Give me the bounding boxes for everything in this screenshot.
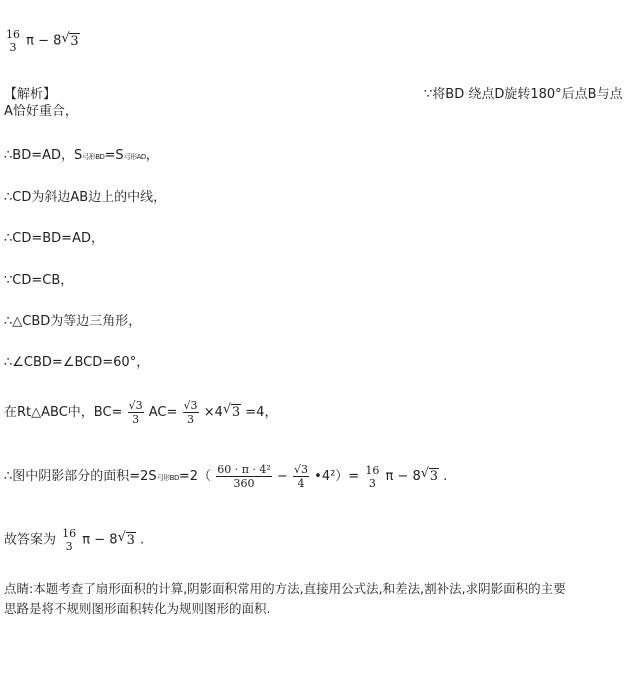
line-median: ∴CD为斜边AB边上的中线， [4,190,167,205]
line-shaded-area: ∴图中阴影部分的面积=2S弓形BD=2（ $\frac{\text{60 · π · 4²}}{360}$ − $\frac{√3}{4}$ •4²）= 16 3 π − 8√ 3 . [4,463,447,490]
fraction: 16 3 [62,527,77,553]
fraction: 16 3 [6,28,20,54]
line-angles: ∴∠CBD=∠BCD=60°， [4,355,150,370]
top-answer: 16 3 π − 8√ 3 [4,28,80,54]
fraction: $\frac{\text{60 · π · 4²}}{360}$ [217,463,271,490]
line-equilateral: ∴△CBD为等边三角形， [4,314,142,329]
comment-line-1: 点睛:本题考查了扇形面积的计算,阴影面积常用的方法,直接用公式法,和差法,割补法,求阴影面积的主要 [4,581,566,596]
fraction: $\frac{√3}{3}$ [183,399,198,426]
fraction: 16 3 [365,463,380,490]
line-rt-triangle: 在Rt△ABC中，BC= $\frac{√3}{3}$ AC= $\frac{√3}{3}$ ×4√ 3 =4， [4,399,277,426]
line-cd-bd: ∴CD=BD=AD， [4,231,104,246]
rotate-cont: A恰好重合， [4,104,78,119]
comment-line-2: 思路是将不规则图形面积转化为规则图形的面积. [4,601,271,616]
rotate-text: ∵将BD 绕点D旋转180°后点B与点 [424,87,623,102]
fraction: $\frac{√3}{3}$ [128,399,143,426]
line-cd-cb: ∵CD=CB， [4,273,74,288]
analysis-header: 【解析】 [4,87,57,102]
fraction: $\frac{√3}{4}$ [294,463,309,490]
final-answer: 故答案为 16 3 π − 8√ 3 . [4,527,144,553]
line-bd-ad: ∴BD=AD，S弓形BD=S弓形AD， [4,148,159,163]
